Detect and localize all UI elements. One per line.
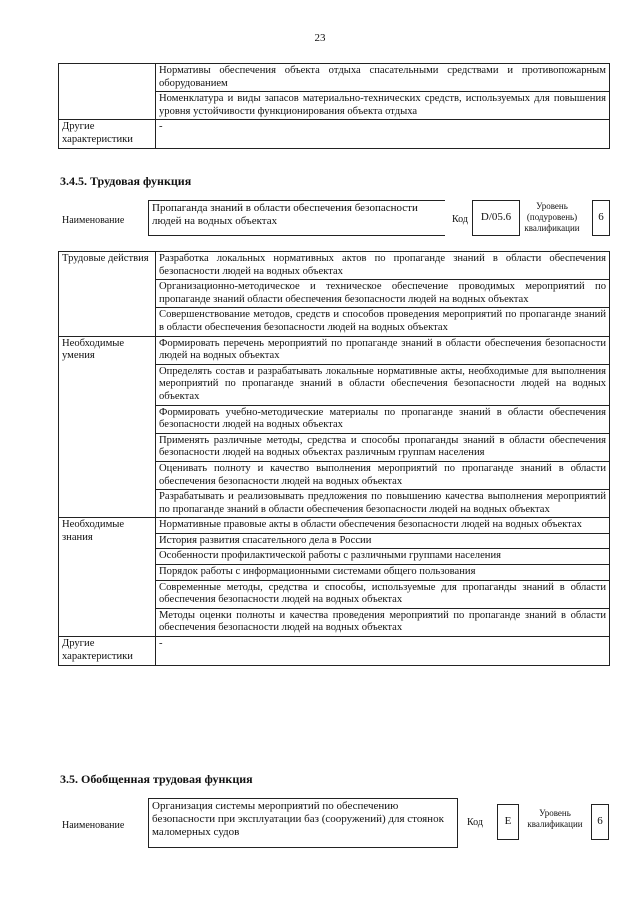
name-label: Наименование bbox=[62, 820, 125, 831]
row-label: Трудовые действия bbox=[59, 252, 156, 337]
table-cell: Разрабатывать и реализовывать предложения по повышению качества выполнения мероприятий по пропаганде знаний в области обеспечения безопасности людей на водных объектах bbox=[156, 490, 610, 518]
row-label: Другие характеристики bbox=[59, 637, 156, 666]
table-row bbox=[59, 64, 610, 92]
table-cell: Номенклатура и виды запасов материально-технических средств, используемых для повышения уровня устойчивости функционирования объекта отдыха bbox=[156, 92, 610, 120]
table-cell: Методы оценки полноты и качества проведения мероприятий по пропаганде знаний в области обеспечения безопасности людей на водных объектах bbox=[156, 608, 610, 636]
table-cell: - bbox=[156, 637, 610, 666]
table-cell: Формировать перечень мероприятий по пропаганде знаний в области обеспечения безопасности людей на водных объектах bbox=[156, 336, 610, 364]
table-cell: Формировать учебно-методические материалы по пропаганде знаний в области обеспечения безопасности людей на водных объектах bbox=[156, 405, 610, 433]
section-heading: 3.4.5. Трудовая функция bbox=[60, 174, 192, 188]
table-cell: - bbox=[156, 120, 610, 149]
code-label: Код bbox=[452, 214, 468, 225]
table-cell: Применять различные методы, средства и способы пропаганды знаний в области обеспечения безопасности людей на водных объектах различным группам населения bbox=[156, 433, 610, 461]
row-label: Другие характеристики bbox=[59, 120, 156, 149]
table-row bbox=[59, 252, 610, 280]
table-cell: Нормативные правовые акты в области обеспечения безопасности людей на водных объектах bbox=[156, 518, 610, 534]
table-cell: Особенности профилактической работы с различными группами населения bbox=[156, 549, 610, 565]
function-name-box: Пропаганда знаний в области обеспечения безопасности людей на водных объектах bbox=[148, 200, 445, 236]
function-table bbox=[58, 251, 610, 666]
table-row bbox=[59, 518, 610, 534]
row-label bbox=[59, 64, 156, 120]
table-cell: Порядок работы с информационными системами общего пользования bbox=[156, 565, 610, 581]
function-name-box: Организация системы мероприятий по обеспечению безопасности при эксплуатации баз (сооружений) для стоянок маломерных судов bbox=[148, 798, 458, 848]
table-row bbox=[59, 120, 610, 149]
code-value: E bbox=[497, 804, 519, 840]
table-row bbox=[59, 336, 610, 364]
table-cell: Организационно-методическое и техническое обеспечение проводимых мероприятий по пропаганде знаний области обеспечения безопасности людей на водных объектах bbox=[156, 280, 610, 308]
table-cell: Определять состав и разрабатывать локальные нормативные акты, необходимые для выполнения мероприятий по пропаганде знаний в области обеспечения безопасности людей на водных объектах bbox=[156, 364, 610, 405]
code-label: Код bbox=[467, 817, 483, 828]
table-cell: Нормативы обеспечения объекта отдыха спасательными средствами и противопожарным оборудованием bbox=[156, 64, 610, 92]
top-table bbox=[58, 63, 610, 149]
code-value: D/05.6 bbox=[472, 200, 520, 236]
table-row bbox=[59, 637, 610, 666]
row-label: Необходимые знания bbox=[59, 518, 156, 637]
level-label: Уровень квалификации bbox=[527, 808, 583, 829]
section-heading: 3.5. Обобщенная трудовая функция bbox=[60, 772, 253, 786]
level-label: Уровень (подуровень) квалификации bbox=[524, 201, 580, 233]
level-value: 6 bbox=[592, 200, 610, 236]
level-value: 6 bbox=[591, 804, 609, 840]
table-cell: История развития спасательного дела в России bbox=[156, 533, 610, 549]
table-cell: Оценивать полноту и качество выполнения мероприятий по пропаганде знаний в области обеспечения безопасности людей на водных объектах bbox=[156, 461, 610, 489]
table-cell: Современные методы, средства и способы, используемые для пропаганды знаний в области обеспечения безопасности людей на водных объектах bbox=[156, 580, 610, 608]
table-cell: Разработка локальных нормативных актов по пропаганде знаний в области обеспечения безопасности людей на водных объектах bbox=[156, 252, 610, 280]
row-label: Необходимые умения bbox=[59, 336, 156, 518]
page-number: 23 bbox=[314, 32, 326, 44]
name-label: Наименование bbox=[62, 215, 125, 226]
table-cell: Совершенствование методов, средств и способов проведения мероприятий по пропаганде знаний в области обеспечения безопасности людей на водных объектах bbox=[156, 308, 610, 336]
